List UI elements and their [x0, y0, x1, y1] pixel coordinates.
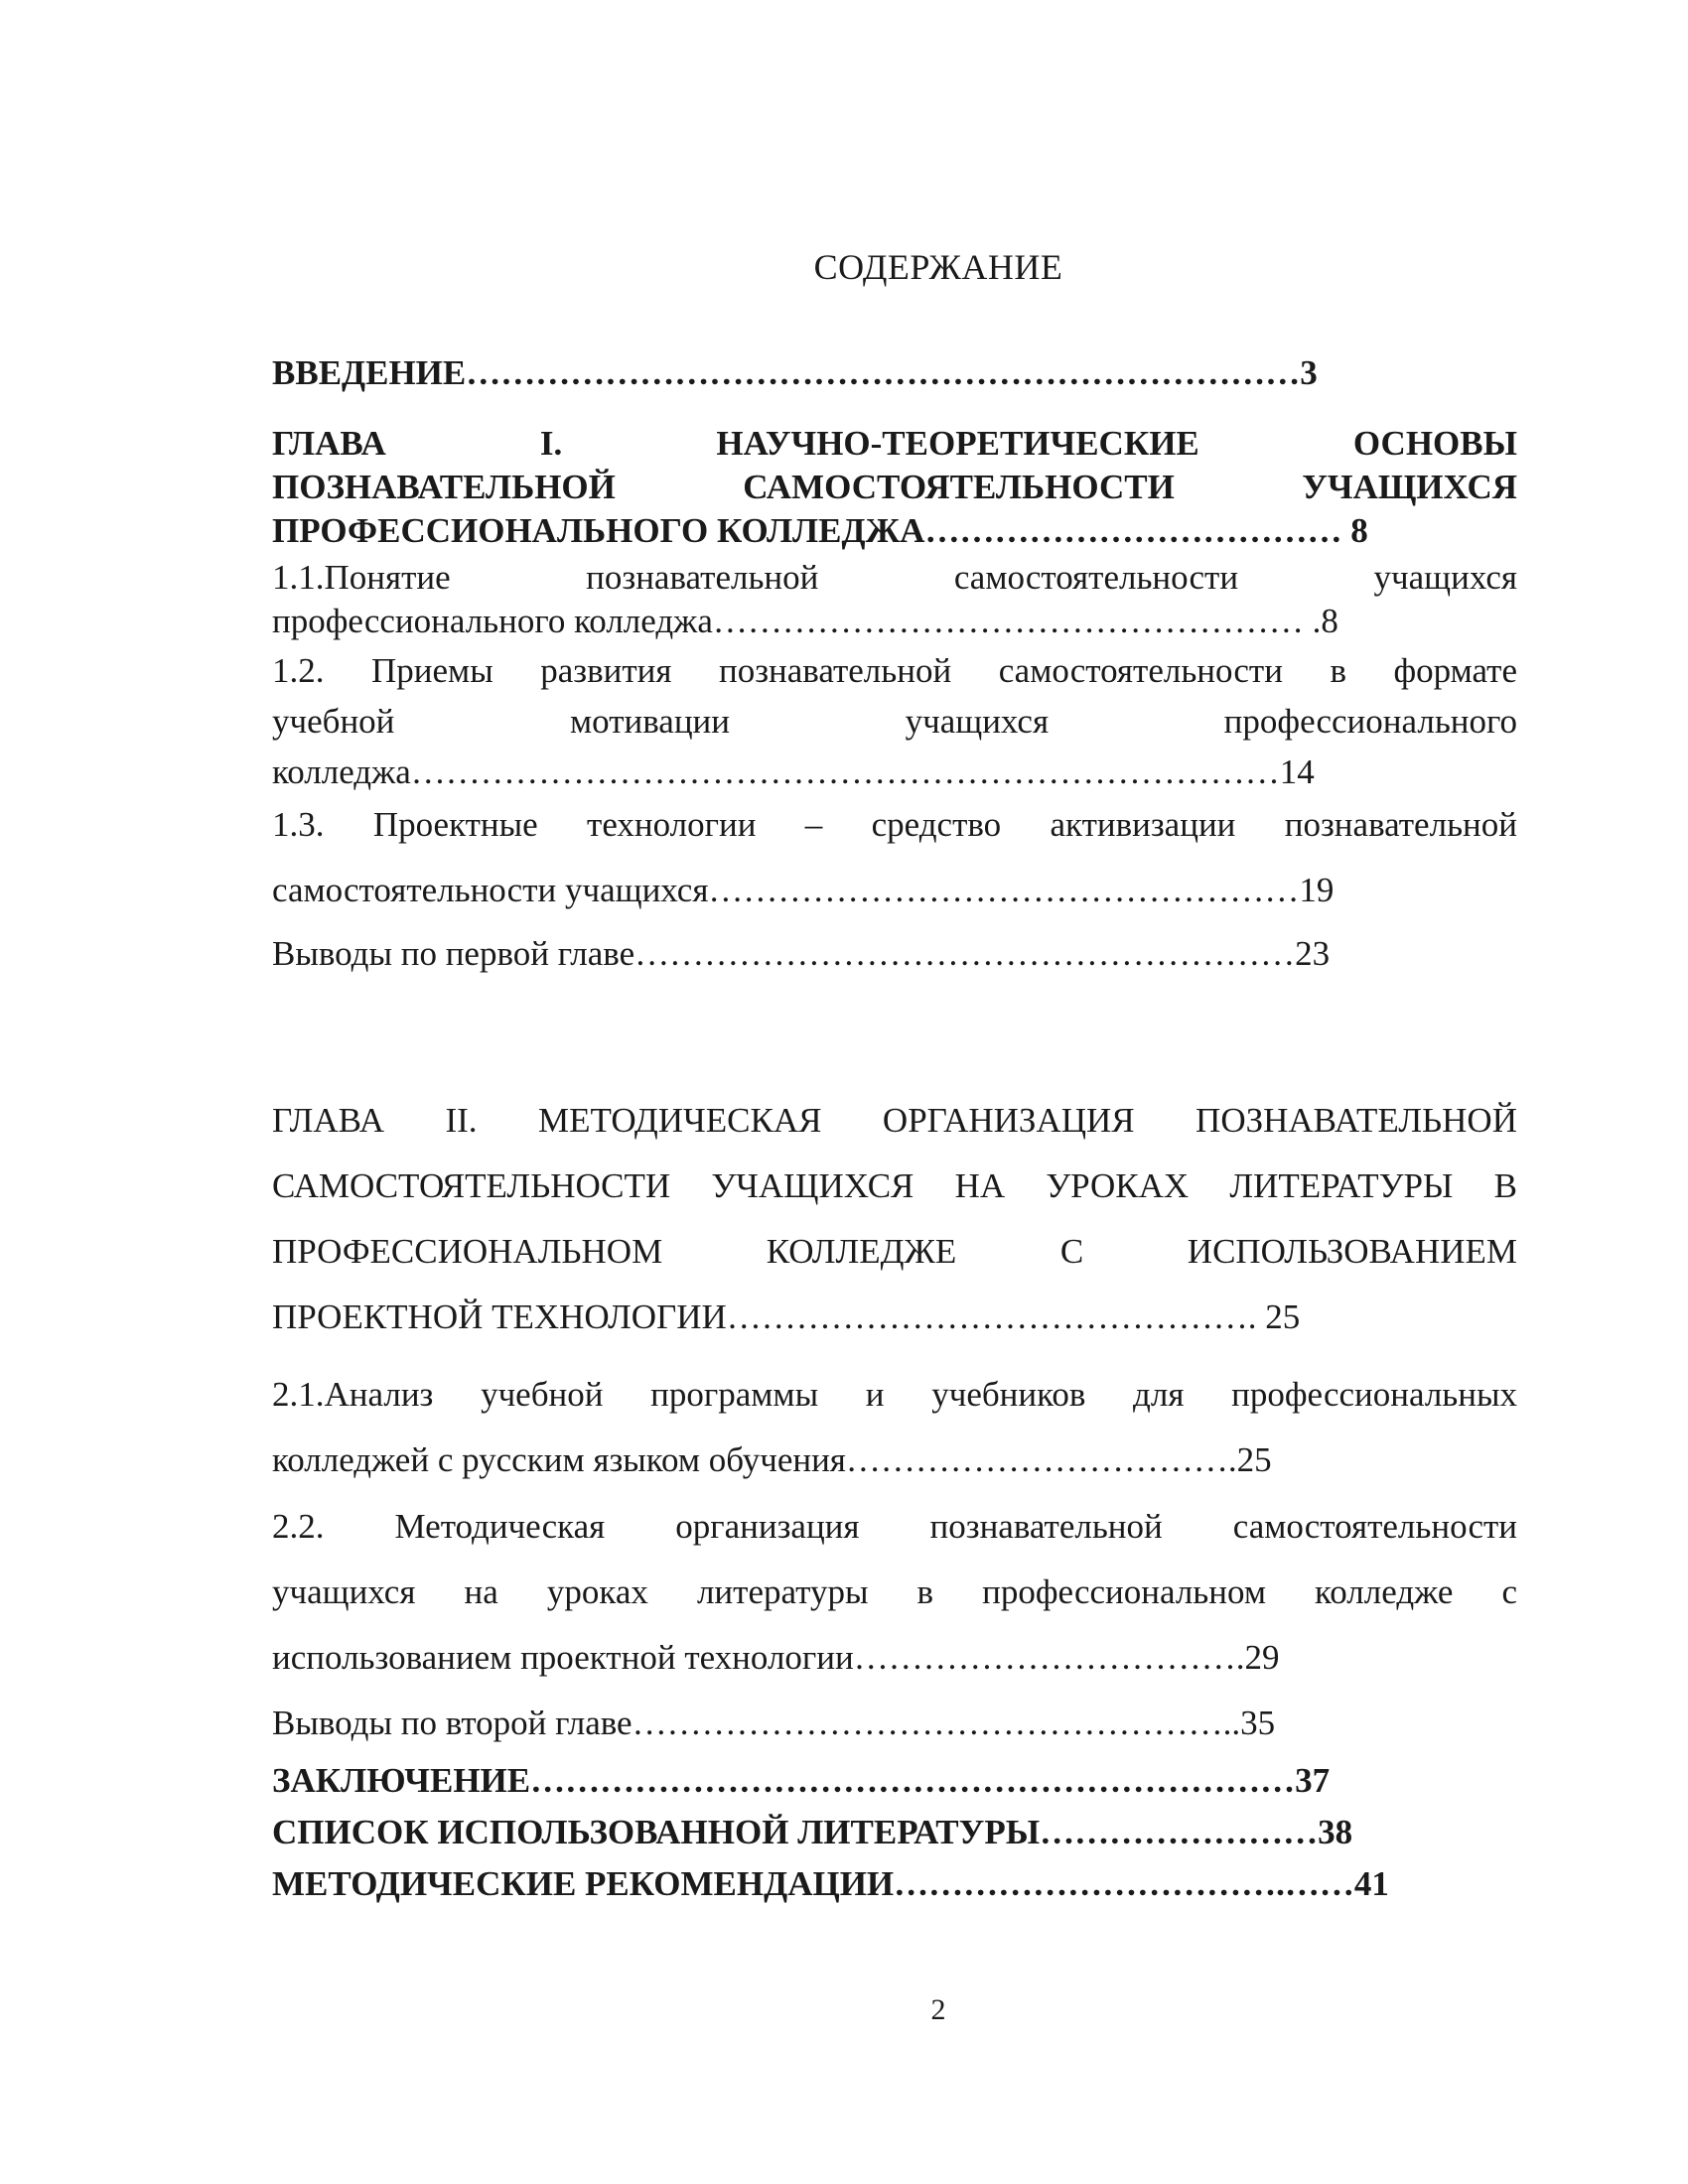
toc-heading: СОДЕРЖАНИЕ — [813, 247, 1063, 287]
toc-entry-introduction[interactable] — [272, 353, 1517, 393]
toc-line: Выводы по второй главе……………………………………………..35 — [272, 1704, 1276, 1742]
toc-line: МЕТОДИЧЕСКИЕ РЕКОМЕНДАЦИИ…………………………….……41 — [272, 1864, 1389, 1903]
toc-line: учебной мотивации учащихся профессионального — [272, 702, 1517, 741]
toc-entry-references[interactable] — [272, 1807, 1517, 1858]
toc-line: ПРОФЕССИОНАЛЬНОГО КОЛЛЕДЖА……………………………… 8 — [272, 511, 1368, 550]
toc-line: ЗАКЛЮЧЕНИЕ…………………………………………………………37 — [272, 1761, 1331, 1800]
toc-line: ПОЗНАВАТЕЛЬНОЙ САМОСТОЯТЕЛЬНОСТИ УЧАЩИХСЯ — [272, 468, 1517, 506]
toc-entry-section-2-1[interactable] — [272, 1362, 1517, 1493]
toc-entry-chapter-2[interactable] — [272, 1088, 1517, 1350]
page-number: 2 — [930, 1993, 946, 2026]
toc-line: ПРОФЕССИОНАЛЬНОМ КОЛЛЕДЖЕ С ИСПОЛЬЗОВАНИЕМ — [272, 1232, 1517, 1271]
toc-line: ВВЕДЕНИЕ………………………………………………………………3 — [272, 353, 1318, 392]
toc-entry-chapter-1[interactable] — [272, 422, 1517, 553]
toc-entry-section-2-2[interactable] — [272, 1494, 1517, 1691]
toc-line: 1.3. Проектные технологии – средство активизации познавательной — [272, 805, 1517, 844]
toc-line: 2.2. Методическая организация познавательной самостоятельности — [272, 1507, 1517, 1546]
toc-line: 2.1.Анализ учебной программы и учебников для профессиональных — [272, 1375, 1517, 1414]
toc-line: самостоятельности учащихся……………………………………………19 — [272, 871, 1335, 909]
toc-entry-conclusions-1[interactable] — [272, 921, 1517, 987]
toc-line: колледжа…………………………………………………………………14 — [272, 752, 1315, 791]
toc-line: Выводы по первой главе…………………………………………………23 — [272, 934, 1331, 973]
toc-line: САМОСТОЯТЕЛЬНОСТИ УЧАЩИХСЯ НА УРОКАХ ЛИТЕРАТУРЫ В — [272, 1166, 1517, 1205]
toc-line: СПИСОК ИСПОЛЬЗОВАННОЙ ЛИТЕРАТУРЫ……………………38 — [272, 1813, 1353, 1851]
toc-line: учащихся на уроках литературы в профессиональном колледже с — [272, 1572, 1517, 1611]
toc-entry-section-1-1[interactable] — [272, 556, 1517, 643]
toc-line: использованием проектной технологии…………………………….29 — [272, 1638, 1280, 1677]
toc-entry-conclusions-2[interactable] — [272, 1691, 1517, 1756]
toc-line: 1.1.Понятие познавательной самостоятельности учащихся — [272, 558, 1517, 597]
toc-entry-section-1-3[interactable] — [272, 792, 1517, 923]
toc-line: 1.2. Приемы развития познавательной самостоятельности в формате — [272, 651, 1517, 690]
toc-entry-section-1-2[interactable] — [272, 645, 1517, 797]
toc-line: ПРОЕКТНОЙ ТЕХНОЛОГИИ………………………………………. 25 — [272, 1297, 1301, 1336]
toc-line: профессионального колледжа…………………………………………… .8 — [272, 602, 1338, 640]
toc-line: ГЛАВА I. НАУЧНО-ТЕОРЕТИЧЕСКИЕ ОСНОВЫ — [272, 424, 1517, 463]
toc-entry-recommendations[interactable] — [272, 1858, 1517, 1910]
toc-line: ГЛАВА II. МЕТОДИЧЕСКАЯ ОРГАНИЗАЦИЯ ПОЗНАВАТЕЛЬНОЙ — [272, 1101, 1517, 1140]
toc-entry-conclusion[interactable] — [272, 1755, 1517, 1807]
toc-line: колледжей с русским языком обучения…………………………….25 — [272, 1440, 1272, 1479]
